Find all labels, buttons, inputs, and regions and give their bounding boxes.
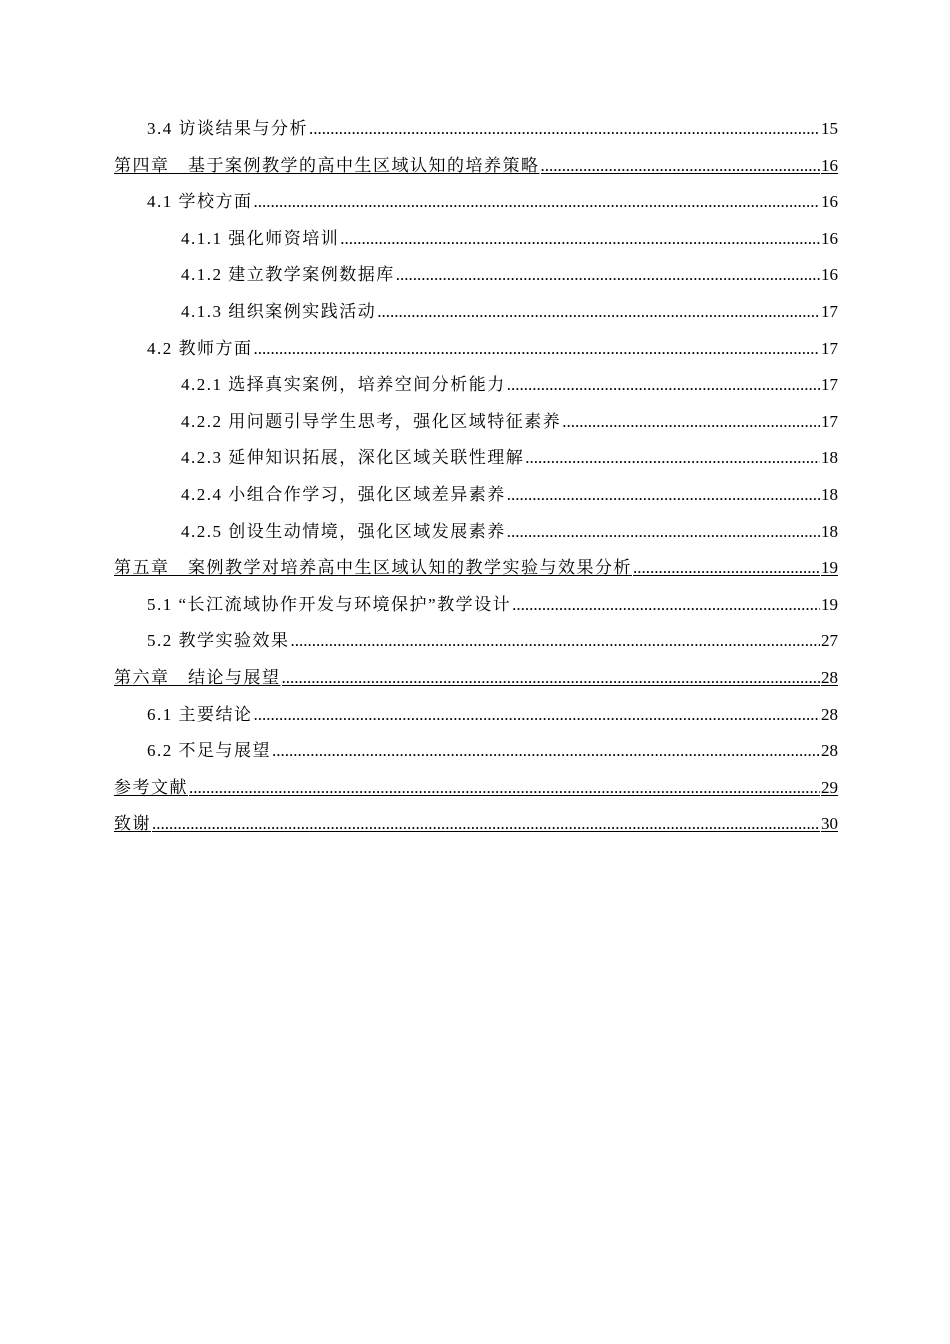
dot-leader xyxy=(507,477,820,514)
dot-leader xyxy=(282,660,821,697)
dot-leader xyxy=(254,331,821,368)
toc-entry-label: 4.2 教师方面 xyxy=(147,338,253,358)
toc-entry-page: 17 xyxy=(821,411,838,431)
toc-entry-page: 27 xyxy=(821,631,838,651)
toc-entry-6-2[interactable] xyxy=(114,733,838,770)
toc-entry-label: 4.2.4 小组合作学习，强化区域差异素养 xyxy=(181,484,506,504)
toc-entry-label: 4.2.3 延伸知识拓展，深化区域关联性理解 xyxy=(181,448,525,468)
toc-entry-page: 19 xyxy=(821,594,838,614)
toc-entry-page: 18 xyxy=(821,521,838,541)
toc-entry-4-1-2[interactable] xyxy=(114,257,838,294)
toc-entry-label: 第四章 基于案例教学的高中生区域认知的培养策略 xyxy=(114,155,540,175)
toc-entry-page: 16 xyxy=(821,155,838,175)
dot-leader xyxy=(340,221,820,258)
dot-leader xyxy=(309,111,820,148)
toc-entry-acknowledgements[interactable] xyxy=(114,806,838,843)
toc-entry-page: 15 xyxy=(821,119,838,138)
dot-leader xyxy=(507,367,820,404)
dot-leader xyxy=(396,257,820,294)
toc-entry-page: 16 xyxy=(821,228,838,248)
dot-leader xyxy=(291,623,821,660)
toc-entry-4-2-5[interactable] xyxy=(114,514,838,551)
dot-leader xyxy=(507,514,820,551)
toc-entry-5-2[interactable] xyxy=(114,623,838,660)
dot-leader xyxy=(254,697,821,734)
toc-entry-page: 30 xyxy=(821,814,838,834)
dot-leader xyxy=(377,294,820,331)
toc-entry-label: 4.1.1 强化师资培训 xyxy=(181,228,340,248)
toc-entry-label: 4.1 学校方面 xyxy=(147,192,253,212)
toc-entry-3-4[interactable] xyxy=(114,111,838,148)
toc-entry-label: 6.2 不足与展望 xyxy=(147,741,271,761)
toc-entry-4-2[interactable] xyxy=(114,331,838,368)
toc-entry-label: 4.2.1 选择真实案例，培养空间分析能力 xyxy=(181,375,506,395)
dot-leader xyxy=(525,440,820,477)
dot-leader xyxy=(512,587,820,624)
toc-entry-4-2-1[interactable] xyxy=(114,367,838,404)
toc-entry-4-2-2[interactable] xyxy=(114,404,838,441)
toc-entry-label: 5.2 教学实验效果 xyxy=(147,631,290,651)
dot-leader xyxy=(562,404,820,441)
dot-leader xyxy=(541,148,821,185)
toc-entry-page: 17 xyxy=(821,375,838,395)
toc-entry-page: 19 xyxy=(821,558,838,578)
toc-entry-label: 4.1.3 组织案例实践活动 xyxy=(181,301,377,321)
toc-entry-5-1[interactable] xyxy=(114,587,838,624)
toc-entry-page: 17 xyxy=(821,338,838,358)
dot-leader xyxy=(152,806,820,843)
toc-entry-label: 第六章 结论与展望 xyxy=(114,667,281,687)
toc-entry-page: 17 xyxy=(821,301,838,321)
toc-entry-page: 28 xyxy=(821,704,838,724)
toc-entry-label: 致谢 xyxy=(114,814,151,834)
toc-entry-4-1[interactable] xyxy=(114,184,838,221)
toc-entry-page: 16 xyxy=(821,265,838,285)
toc-entry-label: 参考文献 xyxy=(114,777,188,797)
dot-leader xyxy=(189,770,820,807)
toc-entry-label: 第五章 案例教学对培养高中生区域认知的教学实验与效果分析 xyxy=(114,558,632,578)
toc-entry-label: 4.2.2 用问题引导学生思考，强化区域特征素养 xyxy=(181,411,562,431)
toc-entry-label: 5.1 “长江流域协作开发与环境保护”教学设计 xyxy=(147,594,512,614)
toc-entry-page: 18 xyxy=(821,448,838,468)
toc-entry-label: 3.4 访谈结果与分析 xyxy=(147,119,308,138)
toc-entry-label: 6.1 主要结论 xyxy=(147,704,253,724)
toc-entry-references[interactable] xyxy=(114,770,838,807)
toc-entry-4-2-3[interactable] xyxy=(114,440,838,477)
toc-entry-4-2-4[interactable] xyxy=(114,477,838,514)
dot-leader xyxy=(633,550,820,587)
dot-leader xyxy=(272,733,820,770)
toc-entry-chapter-6[interactable] xyxy=(114,660,838,697)
toc-entry-4-1-3[interactable] xyxy=(114,294,838,331)
toc-entry-page: 28 xyxy=(821,667,838,687)
toc-entry-chapter-4[interactable] xyxy=(114,148,838,185)
toc-entry-page: 28 xyxy=(821,741,838,761)
toc-entry-page: 16 xyxy=(821,192,838,212)
toc-entry-chapter-5[interactable] xyxy=(114,550,838,587)
toc-entry-6-1[interactable] xyxy=(114,697,838,734)
toc-entry-label: 4.1.2 建立教学案例数据库 xyxy=(181,265,395,285)
toc-entry-label: 4.2.5 创设生动情境，强化区域发展素养 xyxy=(181,521,506,541)
toc-entry-page: 29 xyxy=(821,777,838,797)
toc-entry-page: 18 xyxy=(821,484,838,504)
toc-entry-4-1-1[interactable] xyxy=(114,221,838,258)
dot-leader xyxy=(254,184,821,221)
table-of-contents xyxy=(114,111,838,843)
